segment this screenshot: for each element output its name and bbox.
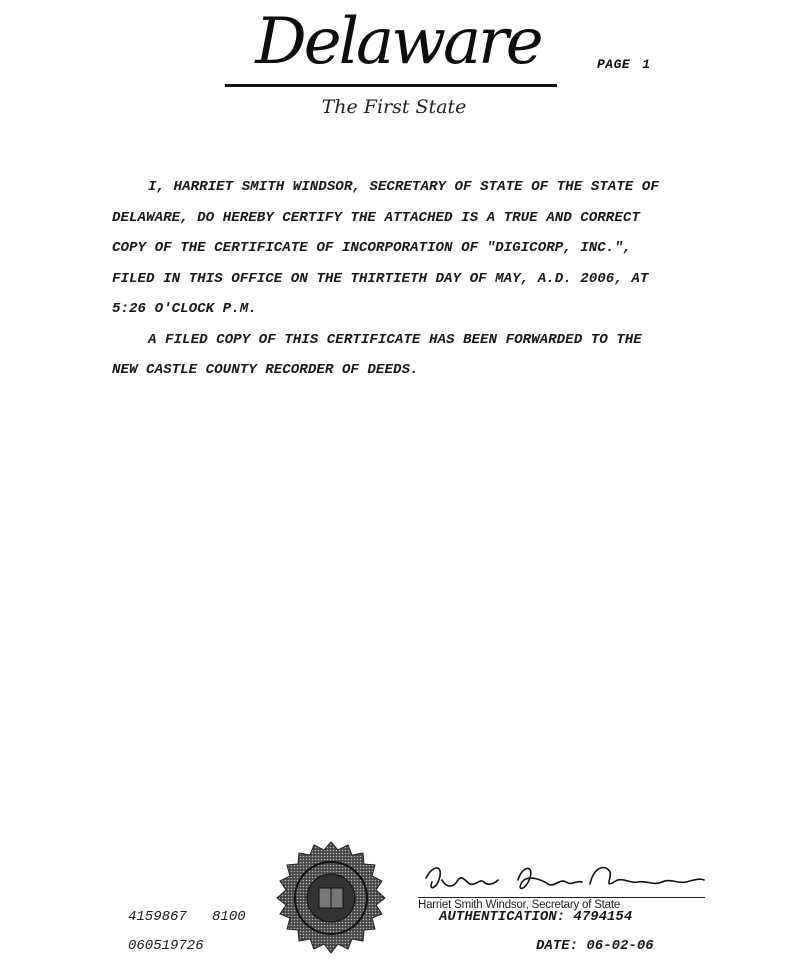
state-seal-icon xyxy=(272,840,390,960)
document-number: 060519726 xyxy=(128,938,204,954)
logo-underline xyxy=(225,84,557,87)
state-tagline: The First State xyxy=(321,96,467,118)
certificate-line: I, HARRIET SMITH WINDSOR, SECRETARY OF STATE OF THE STATE OF xyxy=(148,179,659,195)
authentication-number: AUTHENTICATION: 4794154 xyxy=(439,909,633,925)
page-indicator xyxy=(597,57,663,72)
page-label: PAGE xyxy=(597,57,631,72)
certificate-line: NEW CASTLE COUNTY RECORDER OF DEEDS. xyxy=(112,362,419,378)
certificate-line: COPY OF THE CERTIFICATE OF INCORPORATION OF "DIGICORP, INC.", xyxy=(112,240,632,256)
certificate-line: DELAWARE, DO HEREBY CERTIFY THE ATTACHED IS A TRUE AND CORRECT xyxy=(112,209,640,226)
delaware-logo: Delaware xyxy=(255,5,541,79)
page-number: 1 xyxy=(642,57,651,72)
certificate-line: 5:26 O'CLOCK P.M. xyxy=(112,301,257,317)
secretary-signature xyxy=(418,858,708,898)
certificate-body xyxy=(112,172,752,386)
file-number: 4159867 8100 xyxy=(128,909,246,925)
signature-caption: Harriet Smith Windsor, Secretary of State xyxy=(418,899,621,911)
certificate-line: FILED IN THIS OFFICE ON THE THIRTIETH DAY OF MAY, A.D. 2006, AT xyxy=(112,270,649,287)
signature-line xyxy=(418,897,705,898)
certificate-line: A FILED COPY OF THIS CERTIFICATE HAS BEEN FORWARDED TO THE xyxy=(148,331,642,348)
certificate-date: DATE: 06-02-06 xyxy=(536,938,654,954)
